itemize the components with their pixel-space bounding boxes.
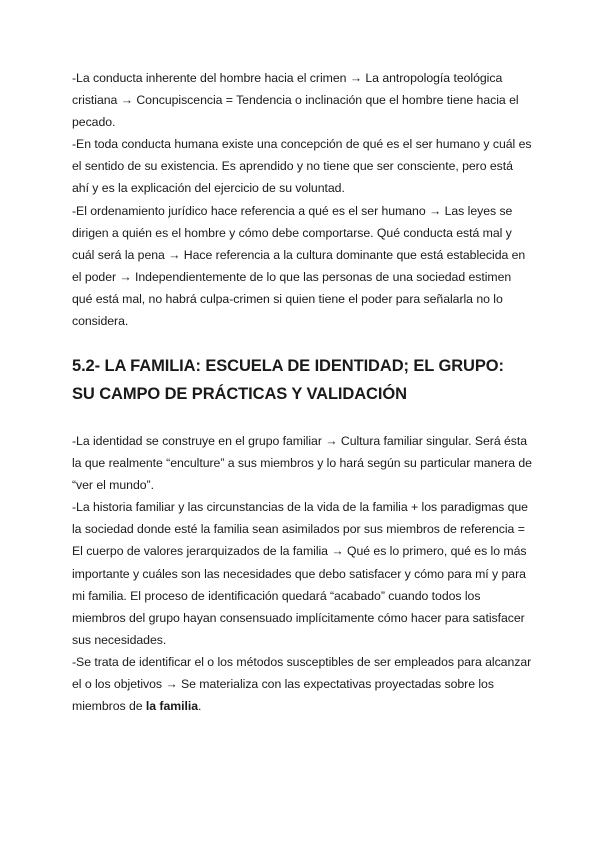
section-b-text <box>72 430 532 717</box>
paragraph: -La conducta inherente del hombre hacia el crimen → La antropología teológica cristiana → Concupiscencia = Tendencia o inclinación que el hombre tiene hacia el pecado. <box>72 71 519 130</box>
paragraph-end: . <box>198 699 202 714</box>
section-heading: 5.2- LA FAMILIA: ESCUELA DE IDENTIDAD; EL GRUPO: SU CAMPO DE PRÁCTICAS Y VALIDACIÓN <box>72 357 504 403</box>
paragraph: -En toda conducta humana existe una concepción de qué es el ser humano y cuál es el sentido de su existencia. Es aprendido y no tiene que ser consciente, pero está ahí y es la explicación del ejercicio de su voluntad. <box>72 137 532 196</box>
paragraph: -La identidad se construye en el grupo familiar → Cultura familiar singular. Será ésta la que realmente “enculture” a sus miembros y lo hará según su particular manera de “ver el mundo”. <box>72 434 532 493</box>
bold-term: la familia <box>145 699 199 714</box>
section-heading-container <box>72 352 512 408</box>
paragraph-text: -Se trata de identificar el o los métodos susceptibles de ser empleados para alcanzar el o los objetivos → Se materializa con las expectativas proyectadas sobre los miembros de <box>72 654 532 714</box>
paragraph: -La historia familiar y las circunstancias de la vida de la familia + los paradigmas que la sociedad donde esté la familia sean asimilados por sus miembros de referencia = El cuerpo de valores jerarquizados de la familia → Qué es lo primero, qué es lo más importante y cuáles son las necesidades que debo satisfacer y cómo para mí y para mi familia. El proceso de identificación quedará “acabado” cuando todos los miembros del grupo hayan consensuado implícitamente cómo hacer para satisfacer sus necesidades. <box>72 500 528 647</box>
paragraph <box>72 651 532 717</box>
section-a-text <box>72 67 532 332</box>
paragraph: -El ordenamiento jurídico hace referencia a qué es el ser humano → Las leyes se dirigen a quién es el hombre y cómo debe comportarse. Qué conducta está mal y cuál será la pena → Hace referencia a la cultura dominante que está establecida en el poder → Independientemente de lo que las personas de una sociedad estimen qué está mal, no habrá culpa-crimen si quien tiene el poder para señalarla no lo considera. <box>72 203 526 329</box>
